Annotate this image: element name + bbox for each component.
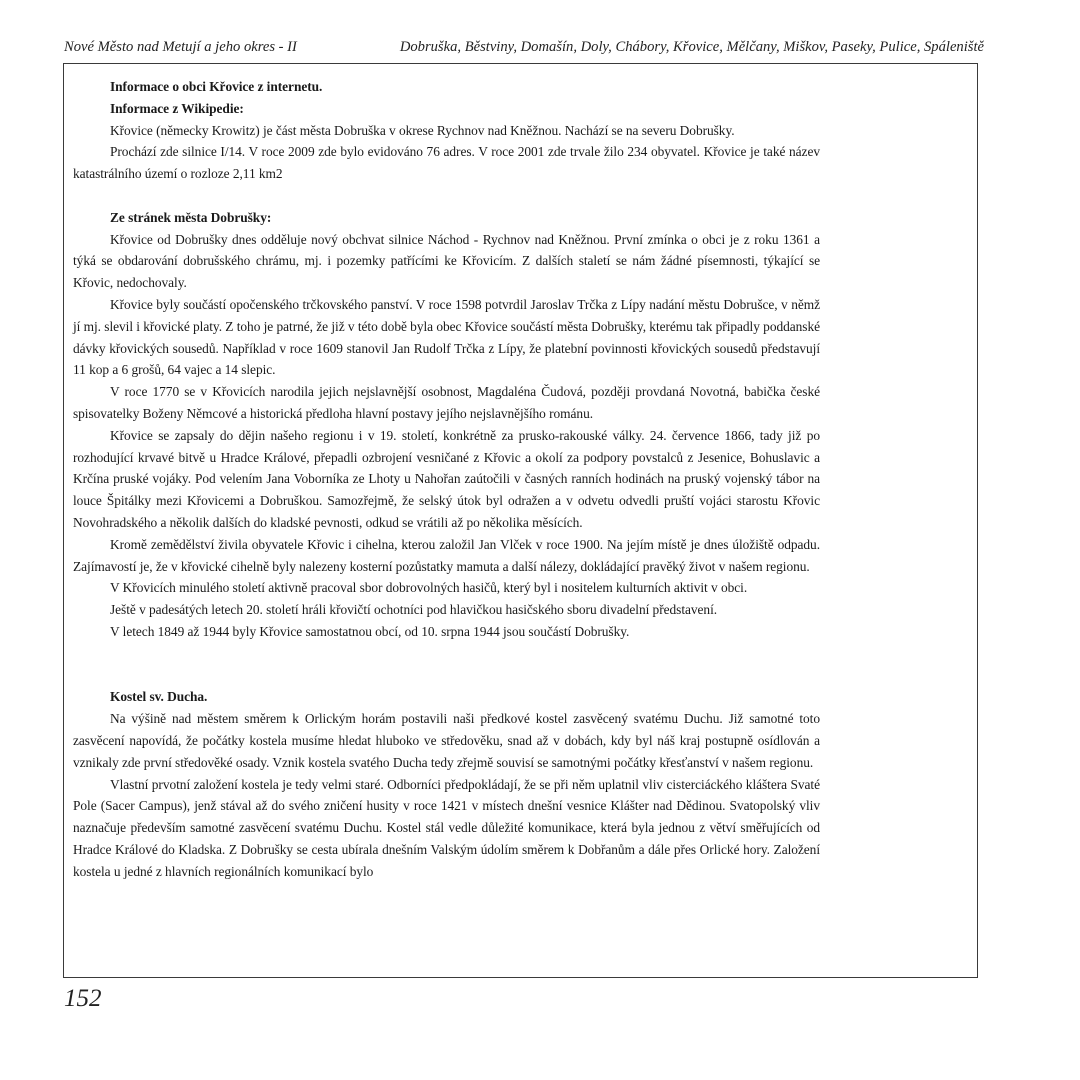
spacer [73,185,820,207]
header-chapter-places: Dobruška, Běstviny, Domašín, Doly, Chábory, Křovice, Mělčany, Miškov, Paseky, Pulice, Spáleniště [399,39,984,55]
text-frame [63,63,978,978]
paragraph-town-2: Křovice byly součástí opočenského trčkovského panství. V roce 1598 potvrdil Jaroslav Trčka z Lípy nadání městu Dobrušce, v němž jí mj. slevil i křovické platy. Z toho je patrné, že již v této době byla obec Křovice součástí města Dobrušky, kterému tak připadly poddanské dávky křovických sousedů. Například v roce 1609 stanovil Jan Rudolf Trčka z Lípy, že platební povinnosti křovických sousedů představují 11 kop a 6 grošů, 64 vajec a 14 slepic. [73,296,820,378]
paragraph-church-2: Vlastní prvotní založení kostela je tedy velmi staré. Odborníci předpokládají, že se při něm uplatnil vliv cisterciáckého kláštera Svaté Pole (Sacer Campus), jenž stával až do svého zničení husity v roce 1421 v místech dnešní vesnice Klášter nad Dědinou. Svatopolský vliv naznačuje především samotné zasvěcení svatému Duchu. Kostel stál vedle důležité komunikace, která byla jednou z větví směřujících od Hradce Králové do Kladska. Z Dobrušky se cesta ubírala dnešním Valským údolím směrem k Dobřanům a dále přes Orlické hory. Založení kostela u jedné z hlavních regionálních komunikací bylo [73,776,820,879]
paragraph-town-7: Ještě v padesátých letech 20. století hráli křovičtí ochotníci pod hlavičkou hasičského sboru divadelní představení. [110,602,718,618]
heading-town-website: Ze stránek města Dobrušky: [110,209,272,225]
page-number: 152 [64,985,102,1012]
article-body [73,76,820,882]
paragraph-town-4: Křovice se zapsaly do dějin našeho regionu i v 19. století, konkrétně za prusko-rakouské války. 24. července 1866, tady již po rozhodující krvavé bitvě u Hradce Králové, přepadli ozbrojení vesničané z Křovic a okolí za podpory povstalců z Jesenice, Bohuslavic a Krčína pruské vojáky. Pod velením Jana Voborníka ze Lhoty u Nahořan zaútočili v časných ranních hodinách na pruský vojenský tábor na louce Špitálky mezi Křovicemi a Dobruškou. Samozřejmě, že selský útok byl odražen a v odvetu odvedli pruští vojáci starostu Křovic Novohradského a několik dalších do kladské pevnosti, odkud se vrátili až po několika měsících. [73,427,820,530]
paragraph-town-3: V roce 1770 se v Křovicích narodila jejich nejslavnější osobnost, Magdaléna Čudová, později provdaná Novotná, babička české spisovatelky Boženy Němcové a historická předloha hlavní postavy jejího nejslavnějšího románu. [73,384,820,421]
paragraph-town-8: V letech 1849 až 1944 byly Křovice samostatnou obcí, od 10. srpna 1944 jsou součástí Dobrušky. [110,623,630,639]
heading-intro: Informace o obci Křovice z internetu. [110,79,323,94]
paragraph-wiki-1: Křovice (německy Krowitz) je část města Dobruška v okrese Rychnov nad Kněžnou. Nachází se na severu Dobrušky. [110,122,735,138]
running-header [64,38,984,56]
heading-church: Kostel sv. Ducha. [110,689,208,705]
spacer [73,643,820,687]
heading-wikipedia: Informace z Wikipedie: [110,100,244,116]
paragraph-wiki-2: Prochází zde silnice I/14. V roce 2009 zde bylo evidováno 76 adres. V roce 2001 zde trvale žilo 234 obyvatel. Křovice je také název katastrálního území o rozloze 2,11 km2 [73,144,820,182]
paragraph-town-1: Křovice od Dobrušky dnes odděluje nový obchvat silnice Náchod - Rychnov nad Kněžnou. První zmínka o obci je z roku 1361 a týká se obdarování dobrušského chrámu, mj. i pozemky patřícími ke Křovicím. Z dalších staletí se nám žádné písemnosti, týkající se Křovic, nedochovaly. [73,231,820,291]
paragraph-town-5: Kromě zemědělství živila obyvatele Křovic i cihelna, kterou založil Jan Vlček v roce 1900. Na jejím místě je dnes úložiště odpadu. Zajímavostí je, že v křovické cihelně byly nalezeny kosterní pozůstatky mamuta a další nálezy, dokládající pravěký život v našem regionu. [73,536,820,574]
header-book-title: Nové Město nad Metují a jeho okres - II [64,39,297,55]
paragraph-town-6: V Křovicích minulého století aktivně pracoval sbor dobrovolných hasičů, který byl i nositelem kulturních aktivit v obci. [110,580,748,596]
paragraph-church-1: Na výšině nad městem směrem k Orlickým horám postavili naši předkové kostel zasvěcený svatému Duchu. Již samotné toto zasvěcení napovídá, že počátky kostela musíme hledat hluboko ve středověku, snad až v dobách, kdy byl náš kraj postupně osídlován a vznikaly zde první středověké osady. Vznik kostela svatého Ducha tedy zřejmě souvisí se samotnými počátky křesťanství v našem regionu. [73,711,820,770]
